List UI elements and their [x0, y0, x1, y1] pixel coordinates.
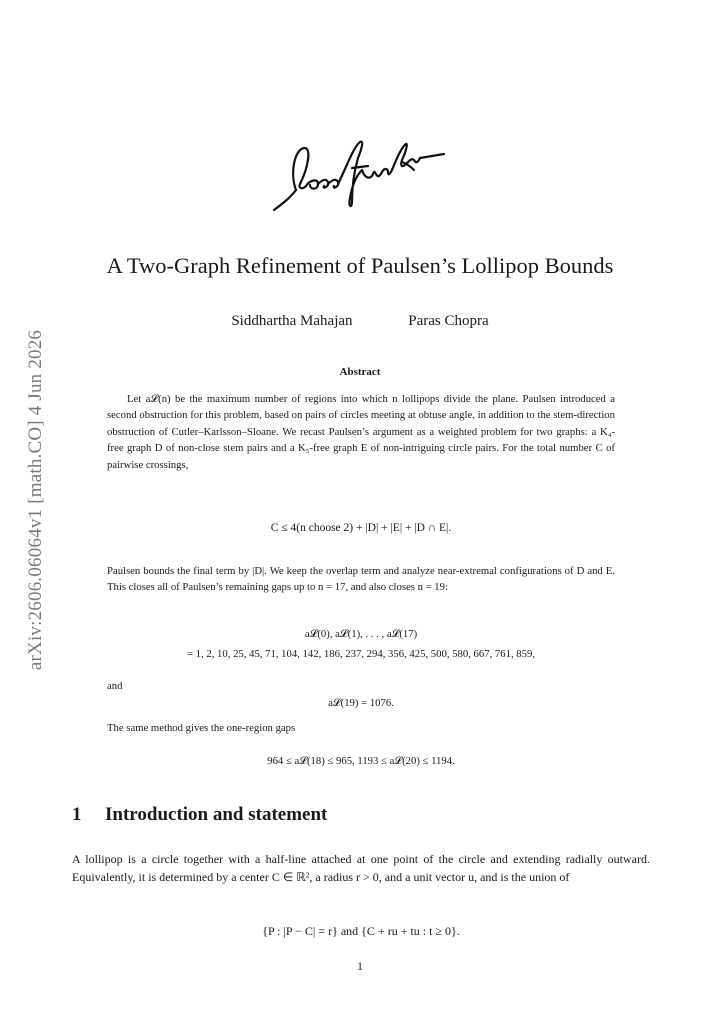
- author-list: [60, 310, 660, 332]
- author-name: Paras Chopra: [408, 313, 489, 329]
- section-title: Introduction and statement: [105, 804, 328, 825]
- section-heading: [72, 804, 327, 826]
- abstract-paragraph: Paulsen bounds the final term by |D|. We keep the overlap term and analyze near-extremal configurations of D and E. This closes all of Paulsen’s remaining gaps up to n = 17, and also closes n = 19:: [107, 565, 615, 594]
- abstract-connector: and: [107, 680, 123, 692]
- page-number: 1: [357, 959, 363, 973]
- arxiv-sidebar-stamp: [16, 290, 56, 710]
- abstract-paragraph: Let a𝓛(n) be the maximum number of regions into which n lollipops divide the plane. Paulsen introduced a second obstruction for this problem, based on pairs of circles meeting at obtuse angle, in addition to the stem-direction obstruction of Cutler–Karlsson–Sloane. We recast Paulsen’s argument as a weighted problem for two graphs: a K₄-free graph D of non-close stem pairs and a K₅-free graph E of non-intriguing circle pairs. For the total number C of pairwise crossings,: [107, 393, 615, 471]
- section-number: 1: [72, 804, 82, 825]
- equation-lollipop-union: {P : |P − C| = r} and {C + ru + tu : t ≥ 0}.: [262, 924, 460, 938]
- lossfunk-logo: [268, 128, 452, 212]
- signature-logo-icon: [268, 128, 452, 212]
- intro-paragraph: A lollipop is a circle together with a half-line attached at one point of the circle and extending radially outward. Equivalently, it is determined by a center C ∈ ℝ², a radius r > 0, and a unit vector u, and is the union of: [72, 852, 650, 884]
- equation-crossing-bound: C ≤ 4(n choose 2) + |D| + |E| + |D ∩ E|.: [270, 522, 452, 534]
- equation-sequence-values: = 1, 2, 10, 25, 45, 71, 104, 142, 186, 237, 294, 356, 425, 500, 580, 667, 761, 859,: [186, 648, 536, 660]
- arxiv-identifier: arXiv:2606.06064v1 [math.CO] 4 Jun 2026: [25, 329, 46, 671]
- equation-gaps: 964 ≤ a𝓛(18) ≤ 965, 1193 ≤ a𝓛(20) ≤ 1194.: [267, 755, 455, 767]
- equation-sequence-head: a𝓛(0), a𝓛(1), . . . , a𝓛(17): [304, 628, 418, 640]
- paper-title: A Two-Graph Refinement of Paulsen’s Lollipop Bounds: [106, 253, 614, 278]
- equation-n19: a𝓛(19) = 1076.: [328, 697, 394, 709]
- abstract-paragraph: The same method gives the one-region gaps: [107, 722, 296, 734]
- author-name: Siddhartha Mahajan: [231, 313, 353, 329]
- abstract-heading: Abstract: [339, 366, 381, 378]
